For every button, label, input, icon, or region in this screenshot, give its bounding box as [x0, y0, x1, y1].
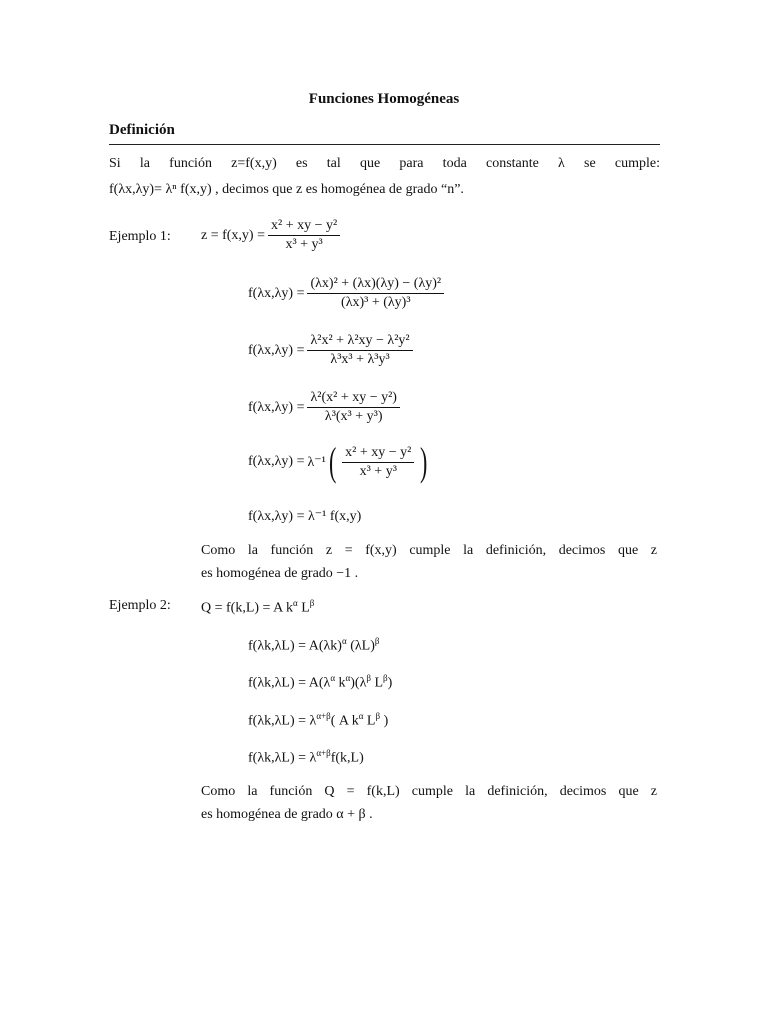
example-1-equation-3: [248, 390, 403, 425]
page-title: Funciones Homogéneas: [308, 91, 460, 107]
example-1-label: Ejemplo 1:: [109, 229, 171, 244]
fraction: [307, 390, 400, 425]
denominator: λ³(x³ + y³): [324, 409, 383, 424]
example-1-conclusion-line-2: es homogénea de grado −1 .: [201, 566, 359, 581]
example-2-equation-3: $f(\lambda k,\lambda L) = \lambda^{\alpha+\beta}$( A $k^\alpha$ $L^\beta$ ): [248, 711, 389, 729]
denominator: x³ + y³: [285, 237, 323, 252]
eq-lhs: f(λx,λy) =: [248, 399, 305, 415]
example-2-conclusion-line-2: es homogénea de grado α + β .: [201, 807, 373, 822]
definition-line-1: Si la función z=f(x,y) es tal que para toda constante λ se cumple:: [109, 156, 660, 171]
example-2-equation-0: Q = f(k,L) = A $k^\alpha$ $L^\beta$: [201, 598, 315, 616]
example-1-conclusion-line-1: Como la función z = f(x,y) cumple la definición, decimos que z: [201, 543, 657, 558]
fraction: [307, 333, 412, 368]
fraction: [307, 276, 444, 311]
section-heading: Definición: [109, 122, 175, 138]
example-1-equation-1: [248, 276, 447, 311]
numerator: λ²x² + λ²xy − λ²y²: [307, 333, 412, 351]
example-2-label: Ejemplo 2:: [109, 598, 171, 613]
denominator: x³ + y³: [359, 463, 397, 479]
example-1-equation-4: [248, 439, 431, 484]
example-1-equation-5: f(λx,λy) = λ⁻¹ f(x,y): [248, 509, 362, 524]
eq-lhs: f(λx,λy) =: [248, 285, 305, 301]
numerator: x² + xy − y²: [268, 218, 340, 236]
left-paren: (: [328, 439, 337, 484]
lambda-inverse: λ⁻¹: [307, 454, 326, 470]
ex2-eq0-text: [0, 0, 1, 1]
fraction: [268, 218, 340, 253]
numerator: λ²(x² + xy − y²): [307, 390, 400, 408]
eq-lhs: f(λx,λy) =: [248, 454, 305, 469]
accessible-equations: [0, 0, 1, 1]
denominator: λ³x³ + λ³y³: [330, 352, 390, 367]
definition-line-2: f(λx,λy)= λⁿ f(x,y) , decimos que z es homogénea de grado “n”.: [109, 182, 464, 197]
example-2-equation-4: $f(\lambda k,\lambda L) = \lambda^{\alpha+\beta}f(k,L)$: [248, 748, 364, 766]
example-2-conclusion-line-1: Como la función Q = f(k,L) cumple la definición, decimos que z: [201, 784, 657, 799]
heading-rule: [109, 144, 660, 145]
example-2-equation-1: $f(\lambda k,\lambda L) = A(\lambda k)^\alpha$ $(\lambda L)^\beta$: [248, 636, 380, 654]
example-2-equation-2: $f(\lambda k,\lambda L) = A(\lambda^\alpha$ $k^\alpha)(\lambda^\beta$ $L^\beta$): [248, 673, 393, 691]
numerator: x² + xy − y²: [342, 445, 414, 463]
eq-lhs: z = f(x,y) =: [201, 227, 265, 243]
eq-lhs: f(λx,λy) =: [248, 342, 305, 358]
example-1-equation-2: [248, 333, 416, 368]
example-1-equation-0: [201, 218, 343, 253]
fraction: [342, 445, 414, 480]
denominator: (λx)³ + (λy)³: [341, 295, 411, 310]
numerator: (λx)² + (λx)(λy) − (λy)²: [307, 276, 444, 294]
right-paren: ): [420, 439, 428, 484]
